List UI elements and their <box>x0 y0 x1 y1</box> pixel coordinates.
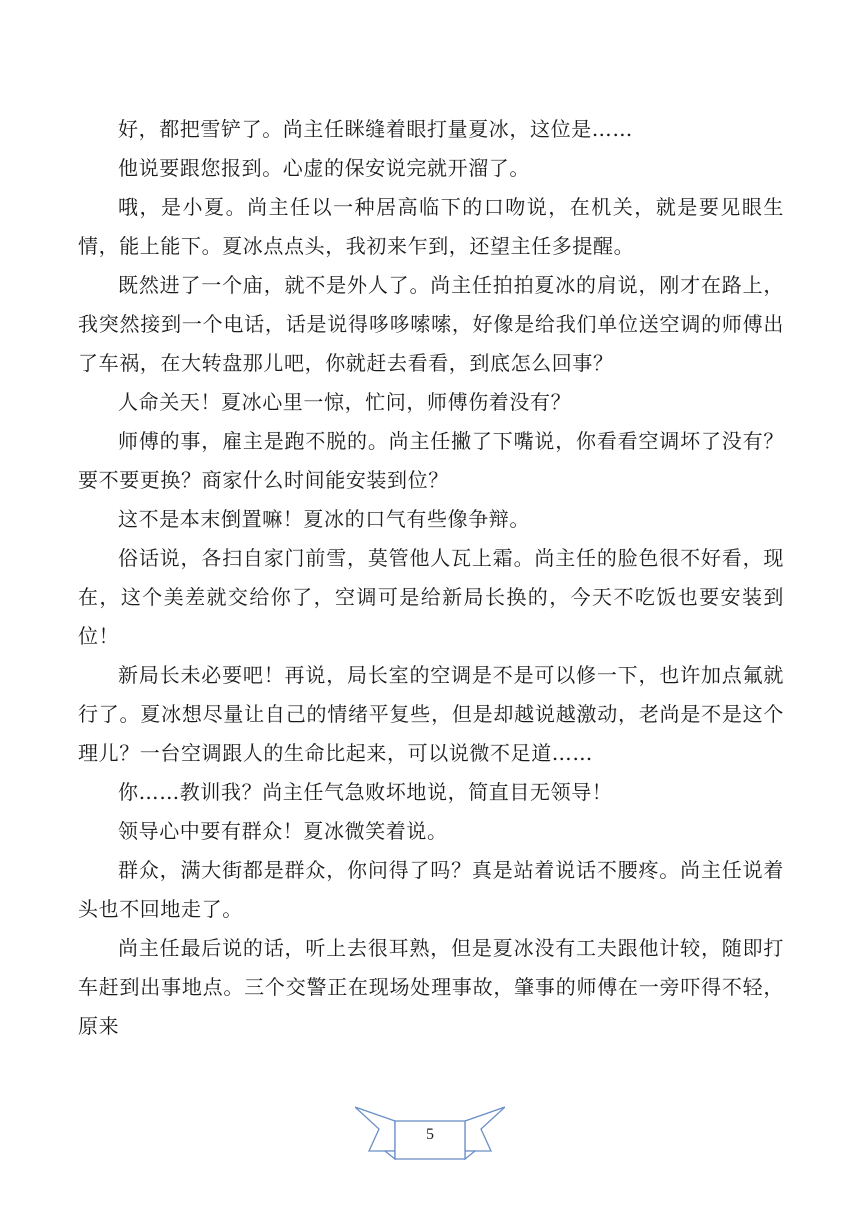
paragraph: 师傅的事，雇主是跑不脱的。尚主任撇了下嘴说，你看看空调坏了没有？要不要更换？商家什么时间能安装到位？ <box>78 429 784 492</box>
paragraph: 你……教训我？尚主任气急败坏地说，简直目无领导！ <box>118 780 613 804</box>
paragraph: 领导心中要有群众！夏冰微笑着说。 <box>118 819 448 843</box>
paragraph: 这不是本末倒置嘛！夏冰的口气有些像争辩。 <box>118 507 530 531</box>
page-number: 5 <box>426 1126 434 1143</box>
paragraph: 尚主任最后说的话，听上去很耳熟，但是夏冰没有工夫跟他计较，随即打车赶到出事地点。三个交警正在现场处理事故，肇事的师傅在一旁吓得不轻，原来 <box>78 936 784 1038</box>
paragraph: 俗话说，各扫自家门前雪，莫管他人瓦上霜。尚主任的脸色很不好看，现在，这个美差就交给你了，空调可是给新局长换的，今天不吃饭也要安装到位！ <box>78 546 784 648</box>
paragraph: 他说要跟您报到。心虚的保安说完就开溜了。 <box>118 156 530 180</box>
paragraph: 好，都把雪铲了。尚主任眯缝着眼打量夏冰，这位是…… <box>118 117 633 141</box>
document-body <box>78 110 784 1046</box>
paragraph: 新局长未必要吧！再说，局长室的空调是不是可以修一下，也许加点氟就行了。夏冰想尽量让自己的情绪平复些，但是却越说越激动，老尚是不是这个理儿？一台空调跟人的生命比起来，可以说微不足道…… <box>78 663 784 765</box>
paragraph: 既然进了一个庙，就不是外人了。尚主任拍拍夏冰的肩说，刚才在路上，我突然接到一个电话，话是说得哆哆嗦嗦，好像是给我们单位送空调的师傅出了车祸，在大转盘那儿吧，你就赶去看看，到底怎么回事？ <box>78 273 784 375</box>
page-number-ribbon <box>355 1101 505 1163</box>
paragraph: 哦，是小夏。尚主任以一种居高临下的口吻说，在机关，就是要见眼生情，能上能下。夏冰点点头，我初来乍到，还望主任多提醒。 <box>78 195 784 258</box>
paragraph: 群众，满大街都是群众，你问得了吗？真是站着说话不腰疼。尚主任说着头也不回地走了。 <box>78 858 784 921</box>
paragraph: 人命关天！夏冰心里一惊，忙问，师傅伤着没有？ <box>118 390 572 414</box>
